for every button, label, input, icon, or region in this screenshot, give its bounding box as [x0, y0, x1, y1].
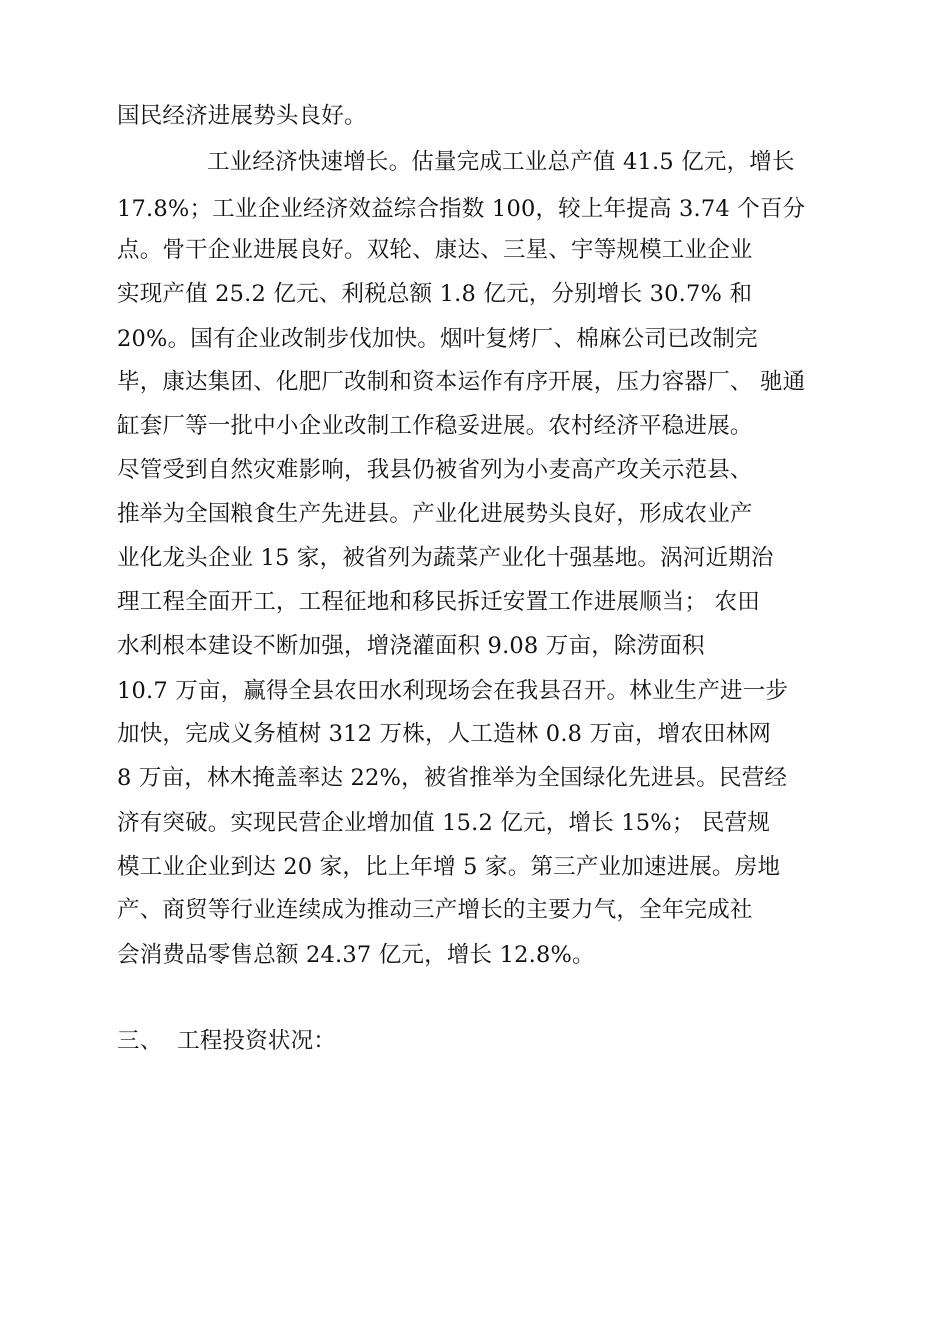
paragraph-line: 工业经济快速增长。估量完成工业总产值 41.5 亿元，增长	[207, 149, 795, 175]
paragraph-line: 产、商贸等行业连续成为推动三产增长的主要力气，全年完成社	[117, 897, 753, 923]
paragraph-line: 济有突破。实现民营企业增加值 15.2 亿元，增长 15%； 民营规	[117, 810, 771, 836]
paragraph-line: 水利根本建设不断加强，增浇灌面积 9.08 万亩，除涝面积	[117, 633, 705, 659]
paragraph-line: 业化龙头企业 15 家，被省列为蔬菜产业化十强基地。涡河近期治	[117, 545, 774, 571]
paragraph-line: 20%。国有企业改制步伐加快。烟叶复烤厂、棉麻公司已改制完	[117, 326, 758, 352]
section-heading: 三、 工程投资状况：	[117, 1028, 337, 1054]
paragraph-line: 17.8%；工业企业经济效益综合指数 100，较上年提高 3.74 个百分	[117, 196, 806, 222]
paragraph-line: 国民经济进展势头良好。	[117, 103, 367, 129]
paragraph-line: 尽管受到自然灾难影响，我县仍被省列为小麦高产攻关示范县、	[117, 457, 753, 483]
paragraph-line: 会消费品零售总额 24.37 亿元，增长 12.8%。	[117, 942, 595, 968]
paragraph-line: 加快，完成义务植树 312 万株，人工造林 0.8 万亩，增农田林网	[117, 721, 772, 747]
paragraph-line: 理工程全面开工，工程征地和移民拆迁安置工作进展顺当； 农田	[117, 589, 760, 615]
paragraph-line: 8 万亩，林木掩盖率达 22%，被省推举为全国绿化先进县。民营经	[117, 765, 788, 791]
paragraph-line: 点。骨干企业进展良好。双轮、康达、三星、宇等规模工业企业	[117, 237, 753, 263]
paragraph-line: 缸套厂等一批中小企业改制工作稳妥进展。农村经济平稳进展。	[117, 413, 753, 439]
paragraph-line: 推举为全国粮食生产先进县。产业化进展势头良好，形成农业产	[117, 501, 753, 527]
paragraph-line: 模工业企业到达 20 家，比上年增 5 家。第三产业加速进展。房地	[117, 854, 781, 880]
paragraph-line: 实现产值 25.2 亿元、利税总额 1.8 亿元，分别增长 30.7% 和	[117, 281, 753, 307]
paragraph-line: 10.7 万亩，赢得全县农田水利现场会在我县召开。林业生产进一步	[117, 678, 789, 704]
paragraph-line: 毕，康达集团、化肥厂改制和资本运作有序开展，压力容器厂、 驰通	[117, 369, 806, 395]
